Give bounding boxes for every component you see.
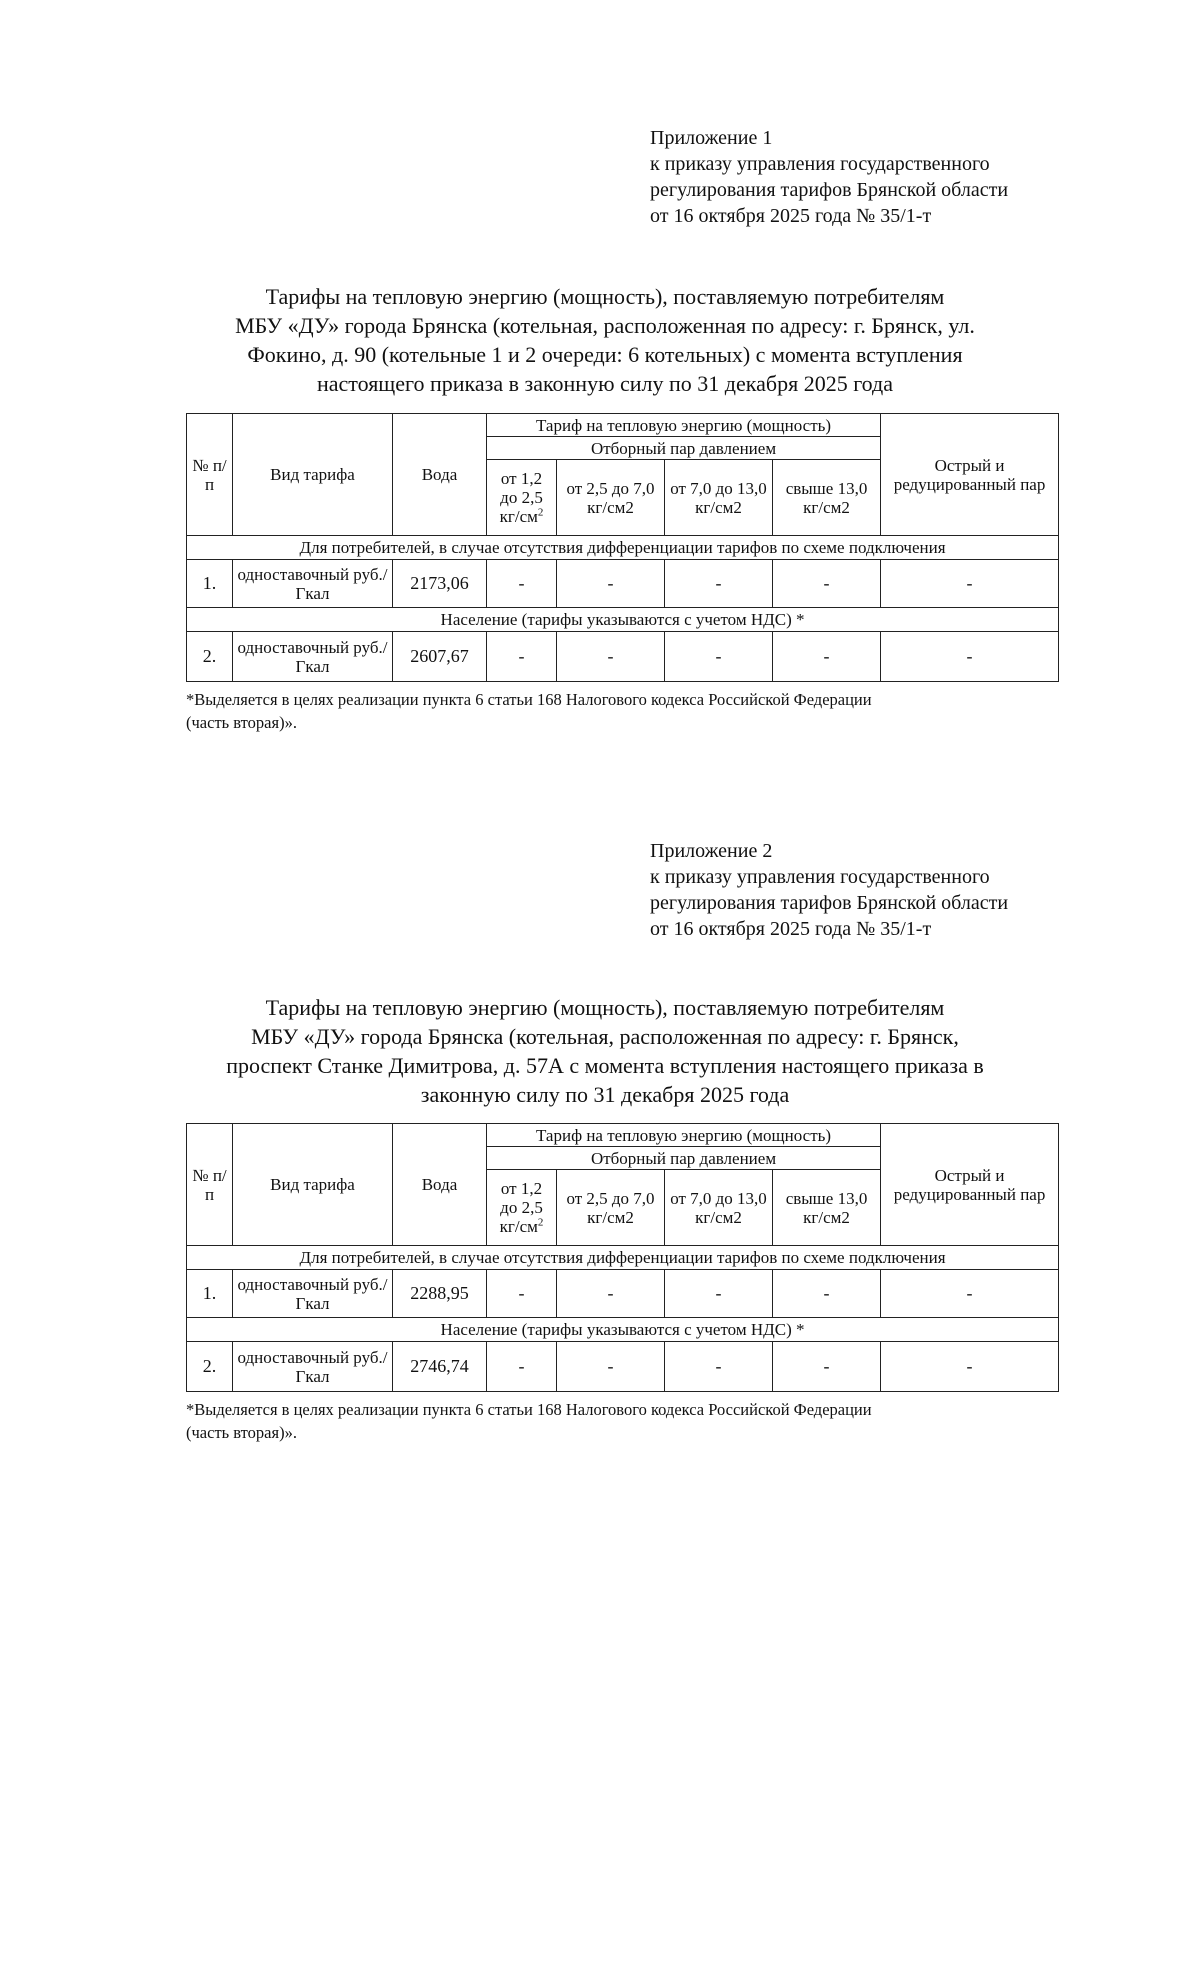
appendix-date: от 16 октября 2025 года № 35/1-т: [650, 918, 932, 940]
row-tariff-type: одноставочный руб./Гкал: [233, 1342, 393, 1392]
row-pressure-3-value: -: [665, 1342, 773, 1392]
group-row-population: Население (тарифы указываются с учетом НДС) *: [187, 1318, 1059, 1342]
row-pressure-1-value: -: [487, 1342, 557, 1392]
row-pressure-4-value: -: [773, 560, 881, 608]
footnote: [186, 1398, 1066, 1444]
title-line: законную силу по 31 декабря 2025 года: [420, 1082, 790, 1107]
row-pressure-1-value: -: [487, 632, 557, 682]
row-sharp-steam-value: -: [881, 632, 1059, 682]
col-header-pressure-1: [487, 1170, 557, 1246]
row-pressure-2-value: -: [557, 632, 665, 682]
row-pressure-4-value: -: [773, 632, 881, 682]
row-water-value: 2173,06: [393, 560, 487, 608]
title-line: МБУ «ДУ» города Брянска (котельная, расположенная по адресу: г. Брянск,: [251, 1024, 959, 1049]
col-header-pressure-4: свыше 13,0 кг/см2: [773, 460, 881, 536]
tariff-table: [186, 413, 1059, 682]
pressure-1-line: от 1,2: [500, 469, 543, 488]
col-header-pressure-3: от 7,0 до 13,0 кг/см2: [665, 460, 773, 536]
pressure-1-unit: кг/см: [499, 507, 538, 526]
group-row-consumers: Для потребителей, в случае отсутствия дифференциации тарифов по схеме подключения: [187, 1246, 1059, 1270]
appendix-ref-line: к приказу управления государственного: [650, 866, 990, 888]
document-title: [195, 993, 1015, 1109]
pressure-1-line: до 2,5: [500, 1198, 543, 1217]
row-pressure-1-value: -: [487, 1270, 557, 1318]
row-water-value: 2607,67: [393, 632, 487, 682]
row-pressure-2-value: -: [557, 1270, 665, 1318]
col-header-pressure-1: [487, 460, 557, 536]
col-header-number: № п/ п: [187, 414, 233, 536]
title-line: МБУ «ДУ» города Брянска (котельная, расположенная по адресу: г. Брянск, ул.: [235, 313, 975, 338]
appendix-header: [650, 125, 1090, 229]
title-line: Тарифы на тепловую энергию (мощность), поставляемую потребителям: [265, 284, 945, 309]
footnote-line: (часть вторая)».: [186, 1423, 297, 1442]
table-row: [187, 1270, 1059, 1318]
col-header-pressure-3: от 7,0 до 13,0 кг/см2: [665, 1170, 773, 1246]
col-header-pressure-4: свыше 13,0 кг/см2: [773, 1170, 881, 1246]
row-number: 1.: [187, 560, 233, 608]
col-header-tariff-group: Тариф на тепловую энергию (мощность): [487, 414, 881, 437]
row-pressure-3-value: -: [665, 632, 773, 682]
row-number: 2.: [187, 632, 233, 682]
table-row: [187, 560, 1059, 608]
appendix-header: [650, 838, 1090, 942]
row-pressure-2-value: -: [557, 1342, 665, 1392]
row-number: 1.: [187, 1270, 233, 1318]
footnote-line: *Выделяется в целях реализации пункта 6 статьи 168 Налогового кодекса Российской Федерации: [186, 1400, 872, 1419]
row-water-value: 2746,74: [393, 1342, 487, 1392]
document-title: [195, 282, 1015, 398]
row-tariff-type: одноставочный руб./Гкал: [233, 560, 393, 608]
title-line: Фокино, д. 90 (котельные 1 и 2 очереди: 6 котельных) с момента вступления: [247, 342, 963, 367]
pressure-1-unit: кг/см: [499, 1217, 538, 1236]
row-water-value: 2288,95: [393, 1270, 487, 1318]
col-header-tariff-group: Тариф на тепловую энергию (мощность): [487, 1124, 881, 1147]
row-pressure-3-value: -: [665, 560, 773, 608]
appendix-date: от 16 октября 2025 года № 35/1-т: [650, 205, 932, 227]
row-pressure-3-value: -: [665, 1270, 773, 1318]
col-header-pressure-2: от 2,5 до 7,0 кг/см2: [557, 1170, 665, 1246]
row-pressure-2-value: -: [557, 560, 665, 608]
group-row-population: Население (тарифы указываются с учетом НДС) *: [187, 608, 1059, 632]
footnote-line: *Выделяется в целях реализации пункта 6 статьи 168 Налогового кодекса Российской Федерации: [186, 690, 872, 709]
row-sharp-steam-value: -: [881, 1342, 1059, 1392]
row-pressure-4-value: -: [773, 1342, 881, 1392]
table-row: [187, 632, 1059, 682]
col-header-tariff-type: Вид тарифа: [233, 1124, 393, 1246]
col-header-number: № п/ п: [187, 1124, 233, 1246]
col-header-sharp-steam: Острый и редуцированный пар: [881, 414, 1059, 536]
appendix-number: Приложение 1: [650, 127, 773, 149]
pressure-1-sup: 2: [537, 1216, 544, 1229]
footnote-line: (часть вторая)».: [186, 713, 297, 732]
title-line: Тарифы на тепловую энергию (мощность), поставляемую потребителям: [265, 995, 945, 1020]
appendix-ref-line: регулирования тарифов Брянской области: [650, 179, 1009, 201]
col-header-pressure-2: от 2,5 до 7,0 кг/см2: [557, 460, 665, 536]
group-row-consumers: Для потребителей, в случае отсутствия дифференциации тарифов по схеме подключения: [187, 536, 1059, 560]
pressure-1-line: от 1,2: [500, 1179, 543, 1198]
col-header-water: Вода: [393, 1124, 487, 1246]
col-header-tariff-type: Вид тарифа: [233, 414, 393, 536]
appendix-number: Приложение 2: [650, 840, 773, 862]
row-sharp-steam-value: -: [881, 1270, 1059, 1318]
title-line: настоящего приказа в законную силу по 31 декабря 2025 года: [316, 371, 893, 396]
appendix-ref-line: регулирования тарифов Брянской области: [650, 892, 1009, 914]
col-header-water: Вода: [393, 414, 487, 536]
row-sharp-steam-value: -: [881, 560, 1059, 608]
col-header-steam-group: Отборный пар давлением: [487, 1147, 881, 1170]
appendix-ref-line: к приказу управления государственного: [650, 153, 990, 175]
footnote: [186, 688, 1066, 734]
row-pressure-4-value: -: [773, 1270, 881, 1318]
title-line: проспект Станке Димитрова, д. 57А с момента вступления настоящего приказа в: [226, 1053, 984, 1078]
row-number: 2.: [187, 1342, 233, 1392]
row-tariff-type: одноставочный руб./Гкал: [233, 632, 393, 682]
col-header-steam-group: Отборный пар давлением: [487, 437, 881, 460]
table-row: [187, 1342, 1059, 1392]
col-header-sharp-steam: Острый и редуцированный пар: [881, 1124, 1059, 1246]
row-tariff-type: одноставочный руб./Гкал: [233, 1270, 393, 1318]
tariff-table: [186, 1123, 1059, 1392]
pressure-1-line: до 2,5: [500, 488, 543, 507]
row-pressure-1-value: -: [487, 560, 557, 608]
pressure-1-sup: 2: [537, 506, 544, 519]
